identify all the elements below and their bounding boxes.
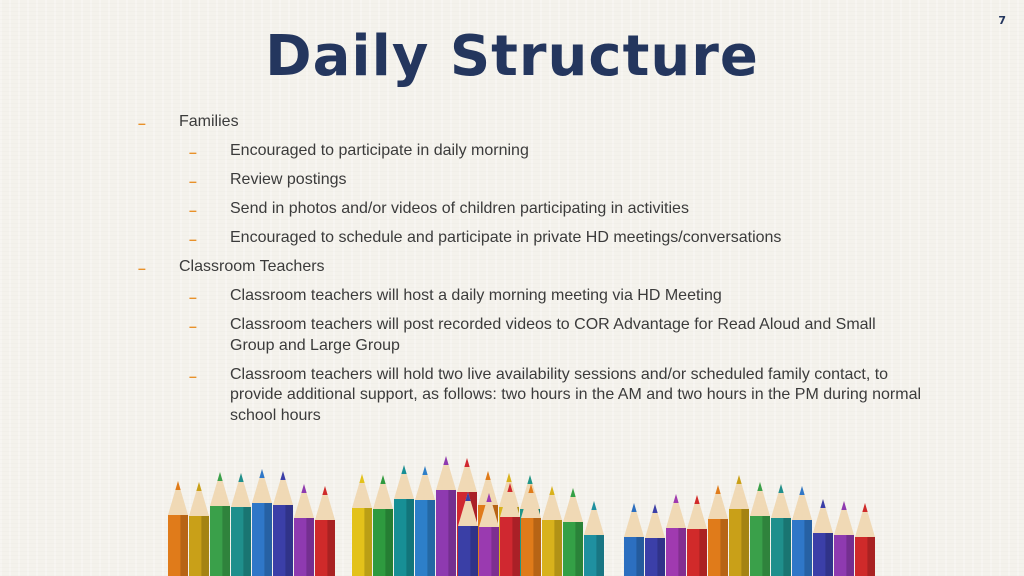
pencil-icon [436, 456, 456, 576]
sub-bullet [0, 286, 1024, 307]
dash-bullet-icon: – [189, 173, 197, 189]
dash-bullet-icon: – [189, 231, 197, 247]
bullet-text: Families [179, 113, 239, 130]
pencil-icon [394, 465, 414, 576]
colored-pencils-decoration [0, 440, 1024, 576]
bullet-text: Send in photos and/or videos of children participating in activities [230, 200, 689, 217]
sub-bullet [0, 199, 1024, 220]
sub-bullet [0, 365, 1024, 427]
pencil-icon [168, 481, 188, 576]
pencil-icon [645, 504, 665, 576]
pencil-icon [834, 501, 854, 576]
pencil-icon [708, 485, 728, 576]
bullet-list [0, 112, 1024, 435]
pencil-icon [373, 475, 393, 576]
bullet-text: Encouraged to participate in daily morning [230, 142, 529, 159]
bullet-text: Classroom teachers will host a daily morning meeting via HD Meeting [230, 287, 722, 304]
pencil-icon [687, 495, 707, 576]
bullet-families [0, 112, 1024, 133]
pencil-icon [792, 486, 812, 576]
bullet-text: Classroom teachers will post recorded videos to COR Advantage for Read Aloud and Small Group and Large Group [230, 316, 876, 354]
pencil-icon [352, 474, 372, 576]
pencil-icon [584, 501, 604, 576]
pencil-icon [210, 472, 230, 576]
sub-bullet [0, 315, 1024, 356]
pencil-icon [855, 503, 875, 576]
pencil-icon [729, 475, 749, 576]
bullet-text: Review postings [230, 171, 347, 188]
pencil-icon [294, 484, 314, 576]
dash-bullet-icon: – [189, 289, 197, 305]
pencil-icon [624, 503, 644, 576]
bullet-classroom-teachers [0, 257, 1024, 278]
pencil-icon [315, 486, 335, 576]
dash-bullet-icon: – [189, 144, 197, 160]
dash-bullet-icon: – [138, 115, 146, 131]
bullet-text: Classroom Teachers [179, 258, 325, 275]
pencil-icon [273, 471, 293, 576]
dash-bullet-icon: – [189, 367, 197, 384]
pencil-icon [771, 484, 791, 576]
sub-bullet [0, 141, 1024, 162]
pencil-icon [231, 473, 251, 576]
sub-bullet [0, 228, 1024, 249]
sub-bullet [0, 170, 1024, 191]
bullet-text: Encouraged to schedule and participate in private HD meetings/conversations [230, 229, 782, 246]
pencil-icon [666, 494, 686, 576]
dash-bullet-icon: – [138, 260, 146, 276]
dash-bullet-icon: – [189, 202, 197, 218]
pencil-icon [415, 466, 435, 576]
pencil-icon [542, 486, 562, 576]
pencil-icon [563, 488, 583, 576]
bullet-text: Classroom teachers will hold two live availability sessions and/or scheduled family contact, to provide additional support, as follows: two hours in the AM and two hours in the PM during normal school hours [230, 365, 922, 424]
pencil-icon [252, 469, 272, 576]
slide-number: 7 [998, 14, 1006, 27]
dash-bullet-icon: – [189, 318, 197, 334]
slide-title: Daily Structure [265, 24, 759, 89]
pencil-icon [813, 499, 833, 576]
pencil-icon [750, 482, 770, 576]
pencil-icon [189, 482, 209, 576]
